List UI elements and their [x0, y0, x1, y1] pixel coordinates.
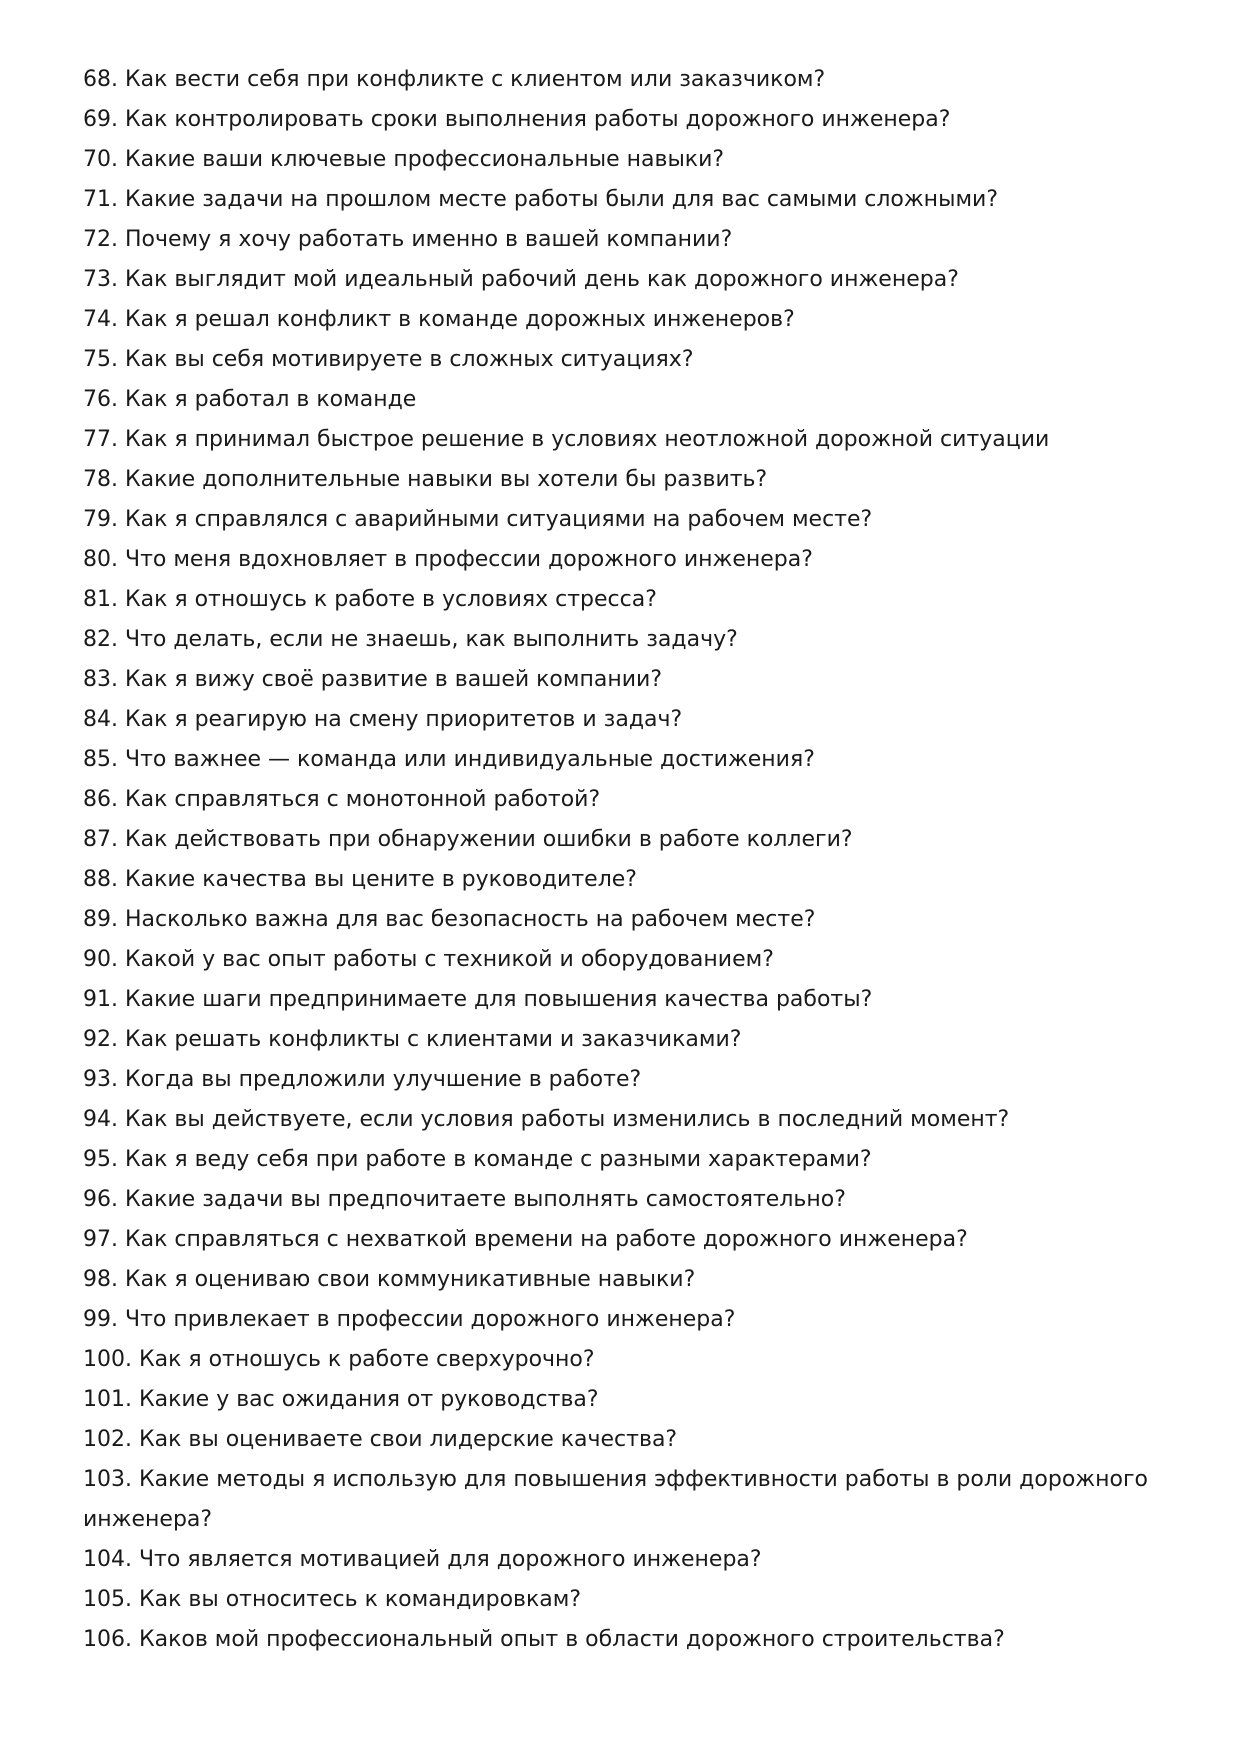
question-list — [83, 60, 1163, 1660]
question-93: 93. Когда вы предложили улучшение в работе? — [83, 1067, 642, 1092]
question-98: 98. Как я оцениваю свои коммуникативные навыки? — [83, 1267, 696, 1292]
question-92: 92. Как решать конфликты с клиентами и заказчиками? — [83, 1027, 742, 1052]
question-87: 87. Как действовать при обнаружении ошибки в работе коллеги? — [83, 827, 853, 852]
question-84: 84. Как я реагирую на смену приоритетов и задач? — [83, 707, 683, 732]
question-101: 101. Какие у вас ожидания от руководства? — [83, 1387, 599, 1412]
question-106: 106. Каков мой профессиональный опыт в области дорожного строительства? — [83, 1627, 1005, 1652]
question-86: 86. Как справляться с монотонной работой? — [83, 787, 601, 812]
question-73: 73. Как выглядит мой идеальный рабочий день как дорожного инженера? — [83, 267, 959, 292]
question-69: 69. Как контролировать сроки выполнения работы дорожного инженера? — [83, 107, 951, 132]
question-99: 99. Что привлекает в профессии дорожного инженера? — [83, 1307, 736, 1332]
question-105: 105. Как вы относитесь к командировкам? — [83, 1587, 582, 1612]
question-100: 100. Как я отношусь к работе сверхурочно? — [83, 1347, 595, 1372]
question-75: 75. Как вы себя мотивируете в сложных ситуациях? — [83, 347, 694, 372]
question-78: 78. Какие дополнительные навыки вы хотели бы развить? — [83, 467, 768, 492]
question-83: 83. Как я вижу своё развитие в вашей компании? — [83, 667, 663, 692]
question-76: 76. Как я работал в команде — [83, 387, 417, 412]
question-71: 71. Какие задачи на прошлом месте работы были для вас самыми сложными? — [83, 187, 999, 212]
question-104: 104. Что является мотивацией для дорожного инженера? — [83, 1547, 762, 1572]
question-88: 88. Какие качества вы цените в руководителе? — [83, 867, 637, 892]
question-96: 96. Какие задачи вы предпочитаете выполнять самостоятельно? — [83, 1187, 846, 1212]
question-74: 74. Как я решал конфликт в команде дорожных инженеров? — [83, 307, 795, 332]
question-91: 91. Какие шаги предпринимаете для повышения качества работы? — [83, 987, 873, 1012]
question-72: 72. Почему я хочу работать именно в вашей компании? — [83, 227, 733, 252]
question-70: 70. Какие ваши ключевые профессиональные навыки? — [83, 147, 725, 172]
question-89: 89. Насколько важна для вас безопасность на рабочем месте? — [83, 907, 816, 932]
question-68: 68. Как вести себя при конфликте с клиентом или заказчиком? — [83, 67, 826, 92]
question-77: 77. Как я принимал быстрое решение в условиях неотложной дорожной ситуации — [83, 427, 1050, 452]
question-97: 97. Как справляться с нехваткой времени на работе дорожного инженера? — [83, 1227, 968, 1252]
question-95: 95. Как я веду себя при работе в команде с разными характерами? — [83, 1147, 872, 1172]
question-85: 85. Что важнее — команда или индивидуальные достижения? — [83, 747, 815, 772]
question-81: 81. Как я отношусь к работе в условиях стресса? — [83, 587, 657, 612]
question-90: 90. Какой у вас опыт работы с техникой и оборудованием? — [83, 947, 774, 972]
question-102: 102. Как вы оцениваете свои лидерские качества? — [83, 1427, 678, 1452]
question-80: 80. Что меня вдохновляет в профессии дорожного инженера? — [83, 547, 813, 572]
question-82: 82. Что делать, если не знаешь, как выполнить задачу? — [83, 627, 738, 652]
question-103: 103. Какие методы я использую для повышения эффективности работы в роли дорожного инженера? — [83, 1467, 1148, 1532]
question-79: 79. Как я справлялся с аварийными ситуациями на рабочем месте? — [83, 507, 873, 532]
question-94: 94. Как вы действуете, если условия работы изменились в последний момент? — [83, 1107, 1010, 1132]
